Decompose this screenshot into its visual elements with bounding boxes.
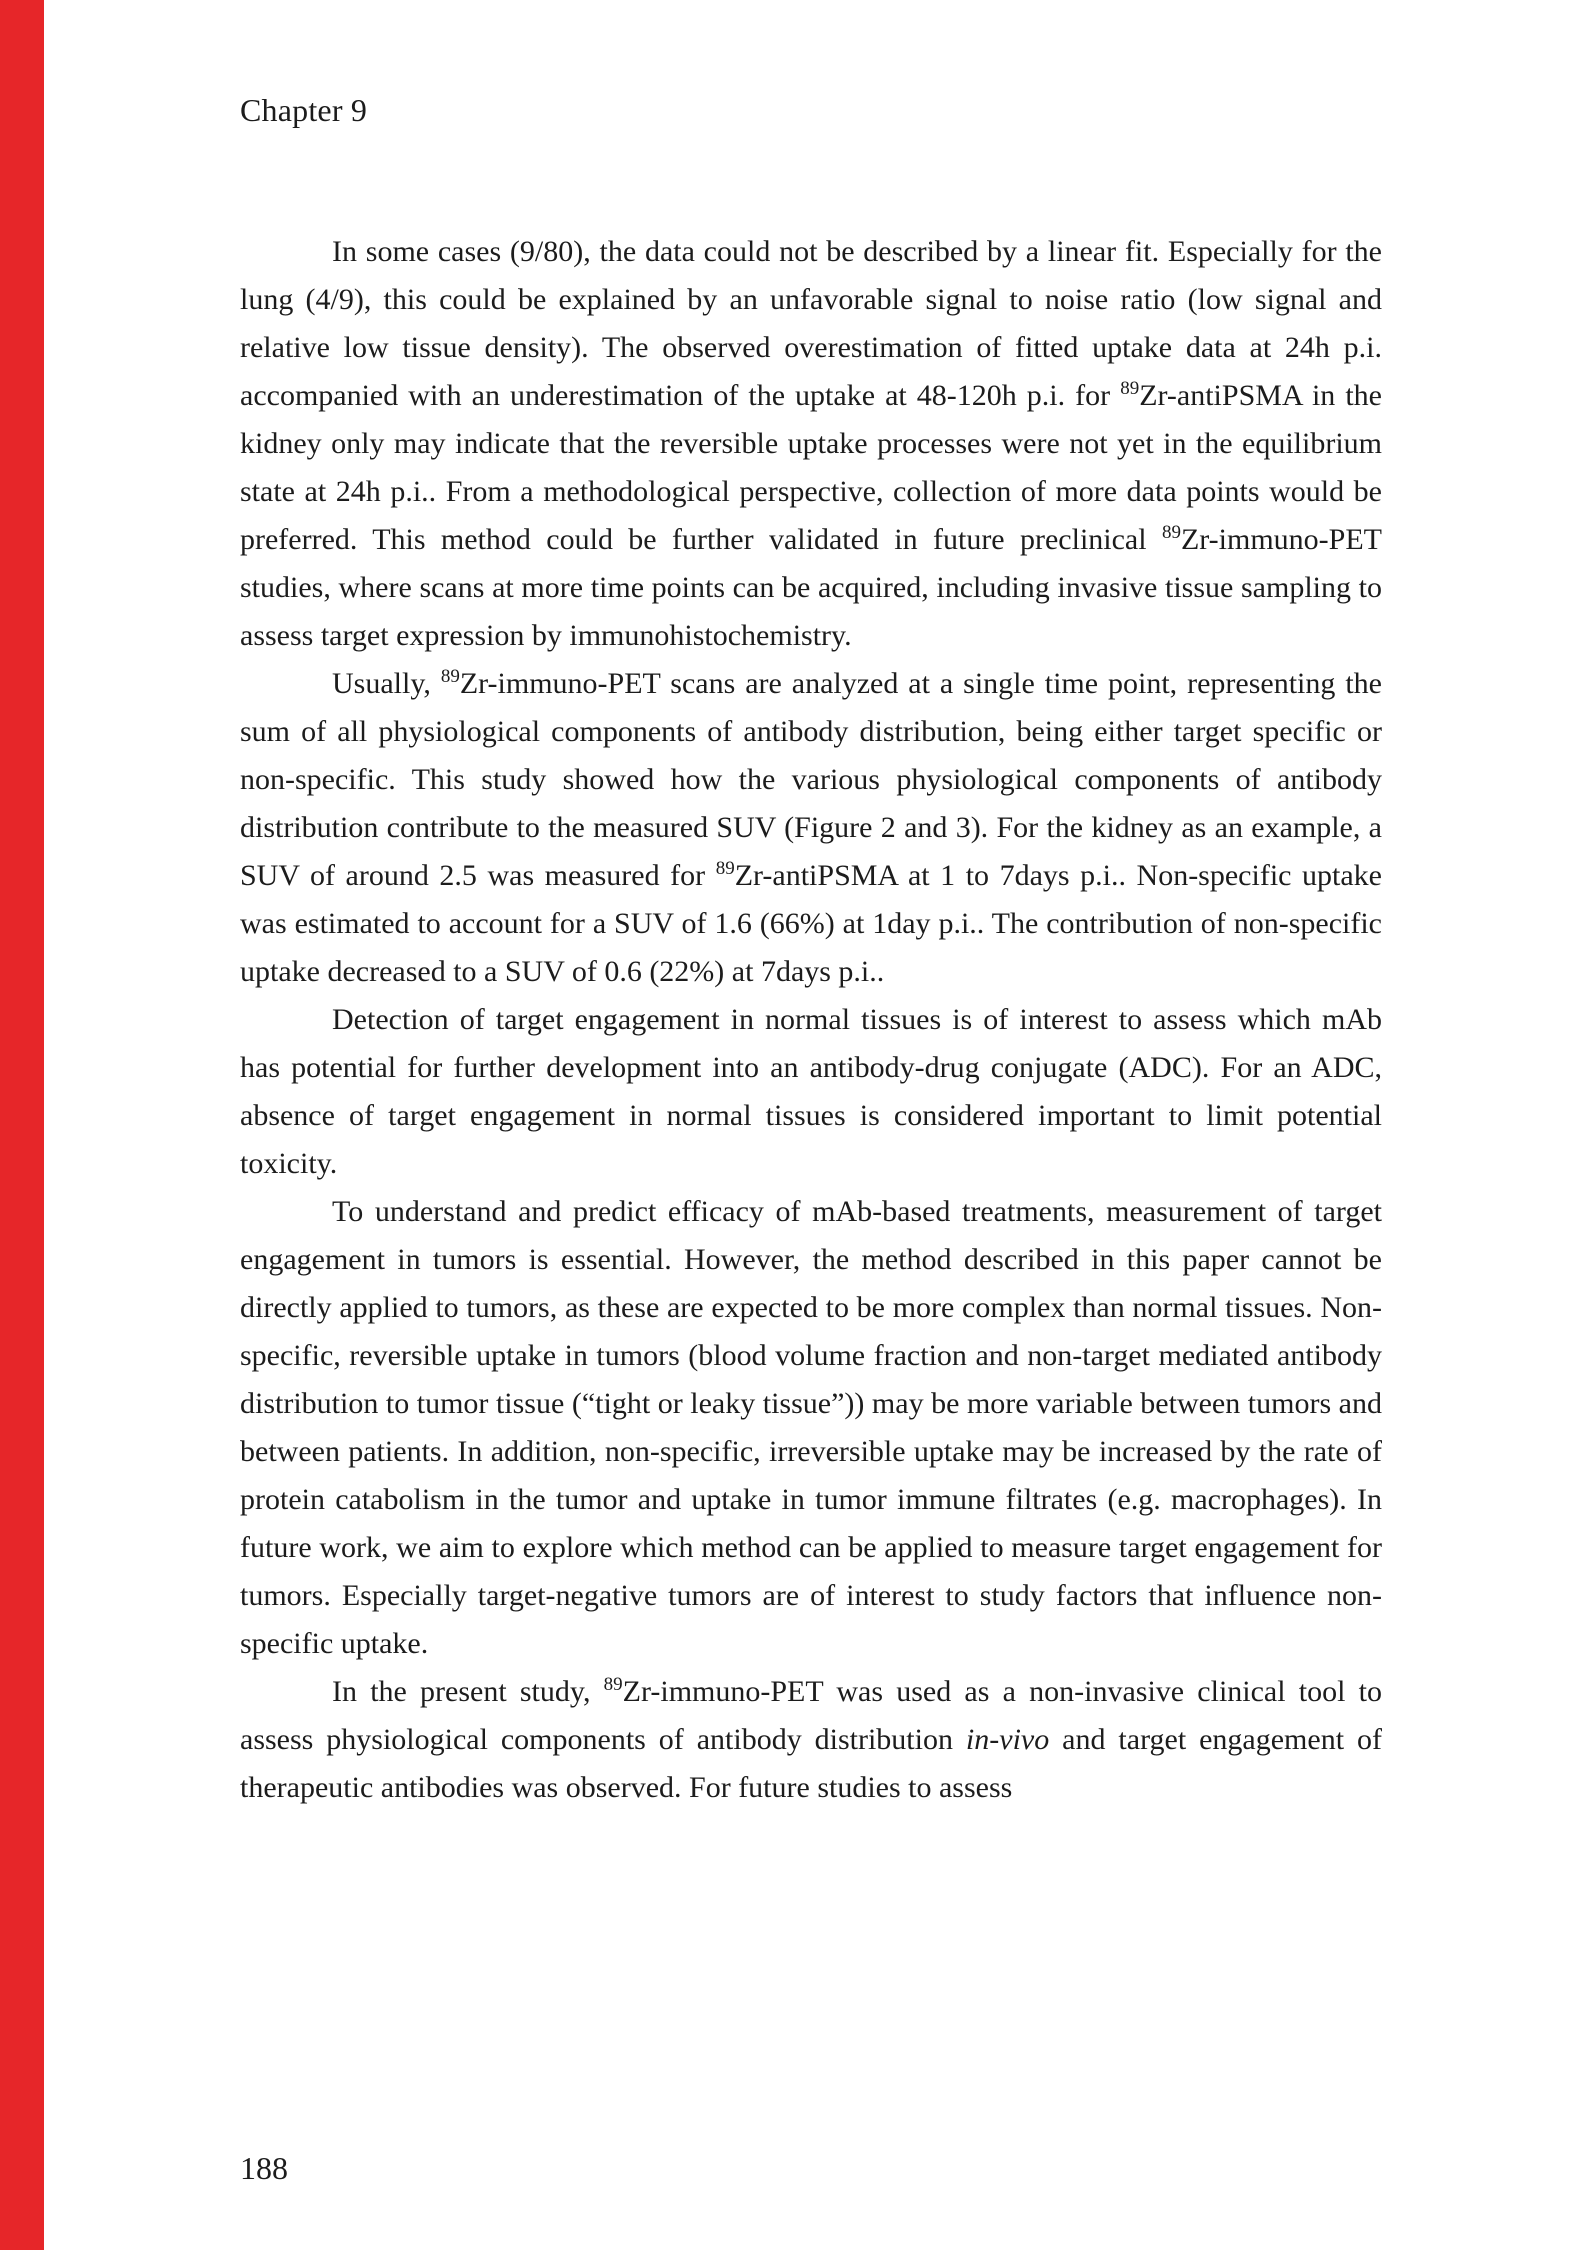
isotope-superscript: 89 — [1161, 522, 1181, 543]
text-run: Usually, — [332, 667, 441, 700]
page-number: 188 — [240, 2150, 288, 2186]
chapter-edge-stripe — [0, 0, 44, 2250]
isotope-superscript: 89 — [1120, 378, 1140, 399]
text-run: In the present study, — [332, 1675, 604, 1708]
paragraph — [240, 1668, 1382, 1812]
chapter-header: Chapter 9 — [240, 92, 368, 128]
body-text — [240, 228, 1382, 1812]
text-run: Zr-antiPSMA at 1 to 7days p.i.. Non-specific uptake was estimated to account for a SUV of 1.6 (66%) at 1day p.i.. The contribution of non-specific uptake decreased to a SUV of 0.6 (22%) at 7days p.i.. — [240, 859, 1382, 988]
paragraph — [240, 660, 1382, 996]
text-run: Zr-immuno-PET studies, where scans at more time points can be acquired, including invasive tissue sampling to assess target expression by immunohistochemistry. — [240, 523, 1382, 652]
isotope-superscript: 89 — [603, 1674, 623, 1695]
text-run: Zr-immuno-PET was used as a non-invasive clinical tool to assess physiological components of antibody distribution — [240, 1675, 1382, 1756]
paragraph — [240, 228, 1382, 660]
text-run: In some cases (9/80), the data could not be described by a linear fit. Especially for the lung (4/9), this could be explained by an unfavorable signal to noise ratio (low signal and relative low tissue density). The observed overestimation of fitted uptake data at 24h p.i. accompanied with an underestimation of the uptake at 48-120h p.i. for — [240, 235, 1382, 412]
isotope-superscript: 89 — [440, 666, 460, 687]
italic-term: in-vivo — [965, 1723, 1050, 1756]
paragraph — [240, 1188, 1382, 1668]
text-run: and target engagement of therapeutic antibodies was observed. For future studies to assess — [240, 1723, 1382, 1804]
text-run: To understand and predict efficacy of mAb-based treatments, measurement of target engagement in tumors is essential. However, the method described in this paper cannot be directly applied to tumors, as these are expected to be more complex than normal tissues. Non-specific, reversible uptake in tumors (blood volume fraction and non-target mediated antibody distribution to tumor tissue (“tight or leaky tissue”)) may be more variable between tumors and between patients. In addition, non-specific, irreversible uptake may be increased by the rate of protein catabolism in the tumor and uptake in tumor immune filtrates (e.g. macrophages). In future work, we aim to explore which method can be applied to measure target engagement for tumors. Especially target-negative tumors are of interest to study factors that influence non-specific uptake. — [240, 1195, 1382, 1660]
isotope-superscript: 89 — [715, 858, 735, 879]
text-run: Zr-immuno-PET scans are analyzed at a single time point, representing the sum of all physiological components of antibody distribution, being either target specific or non-specific. This study showed how the various physiological components of antibody distribution contribute to the measured SUV (Figure 2 and 3). For the kidney as an example, a SUV of around 2.5 was measured for — [240, 667, 1382, 892]
paragraph — [240, 996, 1382, 1188]
text-run: Detection of target engagement in normal tissues is of interest to assess which mAb has potential for further development into an antibody-drug conjugate (ADC). For an ADC, absence of target engagement in normal tissues is considered important to limit potential toxicity. — [240, 1003, 1382, 1180]
text-run: Zr-antiPSMA in the kidney only may indicate that the reversible uptake processes were not yet in the equilibrium state at 24h p.i.. From a methodological perspective, collection of more data points would be preferred. This method could be further validated in future preclinical — [240, 379, 1382, 556]
